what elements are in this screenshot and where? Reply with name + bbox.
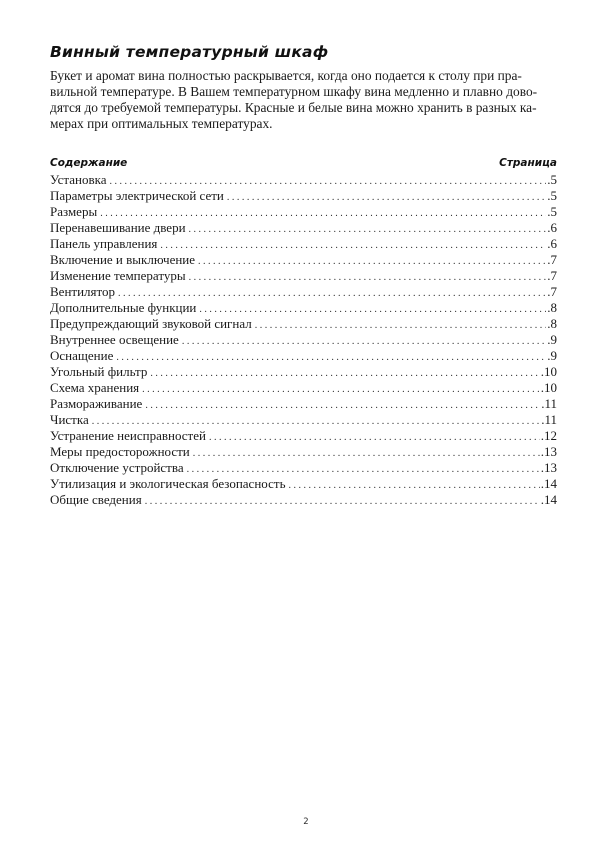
toc-item-label: Устранение неисправностей xyxy=(50,428,206,443)
toc-item-page: .6 xyxy=(547,236,557,251)
toc-item xyxy=(50,220,557,236)
toc-item-page: .13 xyxy=(540,460,557,475)
toc-item-page: .9 xyxy=(547,348,557,363)
toc-leader-dots xyxy=(189,222,547,236)
toc-item xyxy=(50,236,557,252)
toc-leader-dots xyxy=(142,382,540,396)
toc-item-label: Вентилятор xyxy=(50,284,116,299)
intro-line: дятся до требуемой температуры. Красные и белые вина можно хранить в разных ка- xyxy=(50,100,537,115)
toc-item xyxy=(50,188,557,204)
toc-item xyxy=(50,412,557,428)
intro-line: мерах при оптимальных температурах. xyxy=(50,116,273,131)
toc-item-label: Включение и выключение xyxy=(50,252,196,267)
toc-leader-dots xyxy=(145,398,540,412)
toc-item-label: Предупреждающий звуковой сигнал xyxy=(50,316,252,331)
toc-item xyxy=(50,284,557,300)
toc-item-label: Размеры xyxy=(50,204,98,219)
toc-item-label: Панель управления xyxy=(50,236,158,251)
toc-item-page: .11 xyxy=(541,396,557,411)
toc-item-page: .8 xyxy=(547,316,557,331)
toc-item-page: .6 xyxy=(547,220,557,235)
toc-item xyxy=(50,428,557,444)
toc-leader-dots xyxy=(255,318,547,332)
toc-item-page: .5 xyxy=(547,188,557,203)
toc-item-page: .11 xyxy=(541,412,557,427)
toc-leader-dots xyxy=(92,414,540,428)
toc-item xyxy=(50,172,557,188)
toc-item-label: Параметры электрической сети xyxy=(50,188,224,203)
toc-item-label: Дополнительные функции xyxy=(50,300,197,315)
toc-item-page: .14 xyxy=(540,476,557,491)
toc-item-label: Отключение устройства xyxy=(50,460,184,475)
toc-item xyxy=(50,300,557,316)
intro-line: Букет и аромат вина полностью раскрывается, когда оно подается к столу при пра- xyxy=(50,68,522,83)
toc-leader-dots xyxy=(289,478,540,492)
toc-item xyxy=(50,396,557,412)
toc-item-page: .7 xyxy=(547,284,557,299)
toc-leader-dots xyxy=(100,206,546,220)
toc-item-page: .8 xyxy=(547,300,557,315)
intro-line: вильной температуре. В Вашем температурном шкафу вина медленно и плавно дово- xyxy=(50,84,538,99)
toc-item xyxy=(50,268,557,284)
toc-item xyxy=(50,204,557,220)
toc-leader-dots xyxy=(116,350,546,364)
toc-item-label: Перенавешивание двери xyxy=(50,220,186,235)
toc-item-label: Схема хранения xyxy=(50,380,140,395)
toc-leader-dots xyxy=(160,238,546,252)
toc-item xyxy=(50,316,557,332)
page-number: 2 xyxy=(303,817,309,827)
document-title: Винный температурный шкаф xyxy=(50,43,329,61)
toc-item-label: Чистка xyxy=(50,412,89,427)
toc-item xyxy=(50,348,557,364)
toc-item xyxy=(50,460,557,476)
toc-item xyxy=(50,252,557,268)
toc-item-page: .7 xyxy=(547,252,557,267)
toc-item-label: Утилизация и экологическая безопасность xyxy=(50,476,286,491)
toc-item xyxy=(50,380,557,396)
toc-item-label: Размораживание xyxy=(50,396,143,411)
toc-leader-dots xyxy=(182,334,546,348)
document-page xyxy=(50,42,557,508)
toc-item-page: .12 xyxy=(540,428,557,443)
toc-leader-dots xyxy=(198,254,546,268)
intro-paragraph xyxy=(50,68,557,132)
toc-leader-dots xyxy=(199,302,546,316)
toc-item-label: Изменение температуры xyxy=(50,268,186,283)
toc-item-page: .10 xyxy=(540,364,557,379)
toc-leader-dots xyxy=(209,430,540,444)
toc-item-page: .10 xyxy=(540,380,557,395)
toc-leader-dots xyxy=(187,462,540,476)
toc-item-label: Внутреннее освещение xyxy=(50,332,179,347)
toc-item-label: Оснащение xyxy=(50,348,114,363)
toc-item xyxy=(50,476,557,492)
toc-leader-dots xyxy=(118,286,546,300)
toc-leader-dots xyxy=(227,190,546,204)
toc-header xyxy=(50,156,557,170)
toc-item-page: .5 xyxy=(547,204,557,219)
toc-item-label: Установка xyxy=(50,172,107,187)
toc-item-page: .13 xyxy=(540,444,557,459)
toc-leader-dots xyxy=(150,366,539,380)
toc-item-label: Общие сведения xyxy=(50,492,142,507)
table-of-contents xyxy=(50,172,557,508)
toc-heading-contents: Содержание xyxy=(50,157,128,169)
toc-item-page: .9 xyxy=(547,332,557,347)
toc-item-page: .7 xyxy=(547,268,557,283)
toc-heading-page: Страница xyxy=(499,157,557,169)
toc-item xyxy=(50,492,557,508)
toc-leader-dots xyxy=(193,446,540,460)
toc-item xyxy=(50,332,557,348)
toc-leader-dots xyxy=(189,270,547,284)
toc-leader-dots xyxy=(110,174,547,188)
toc-item-page: .5 xyxy=(547,172,557,187)
toc-item-label: Угольный фильтр xyxy=(50,364,148,379)
toc-leader-dots xyxy=(145,494,540,508)
toc-item xyxy=(50,364,557,380)
toc-item-page: .14 xyxy=(540,492,557,507)
toc-item-label: Меры предосторожности xyxy=(50,444,190,459)
toc-item xyxy=(50,444,557,460)
